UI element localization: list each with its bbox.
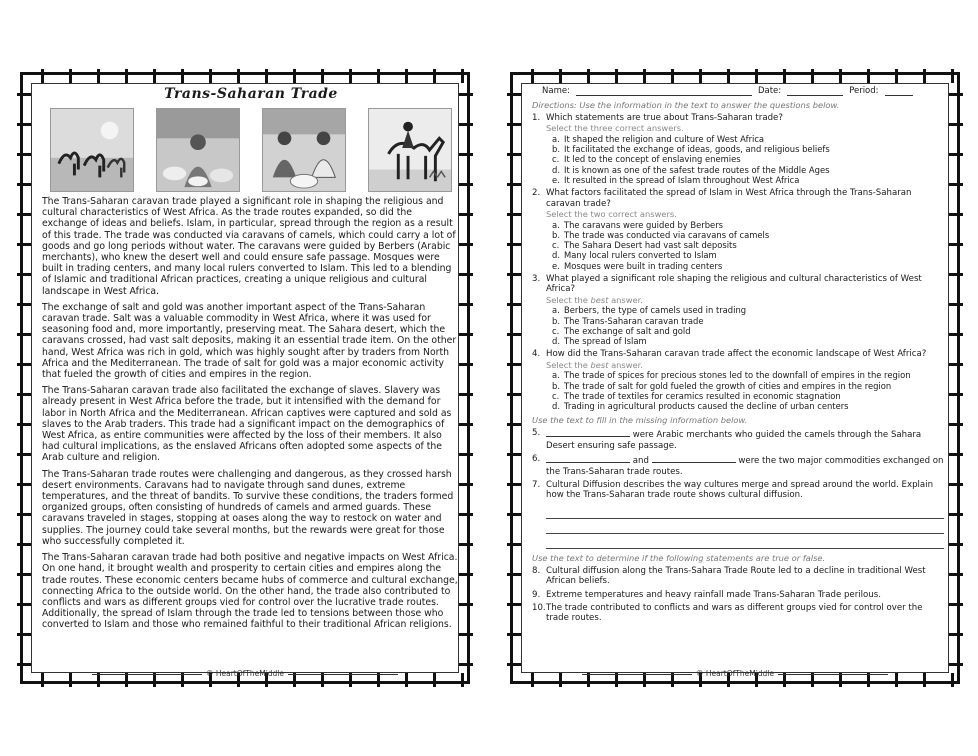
answer-option[interactable]: e. It resulted in the spread of Islam throughout West Africa [552,175,800,185]
border-ornament [459,333,473,336]
border-ornament [507,333,521,336]
question-text: Cultural diffusion along the Trans-Sahara Trade Route led to a decline in traditional West African beliefs. [546,565,926,587]
border-ornament [433,69,436,83]
border-ornament [459,663,473,666]
border-ornament [507,543,521,546]
border-ornament [459,213,473,216]
border-ornament [949,543,963,546]
border-ornament [459,123,473,126]
border-ornament [507,153,521,156]
border-ornament [949,213,963,216]
border-ornament [671,69,674,83]
border-ornament [405,69,408,83]
border-ornament [17,183,31,186]
border-ornament [507,603,521,606]
question-hint: Select the two correct answers. [546,209,677,220]
border-ornament [507,393,521,396]
border-ornament [17,363,31,366]
paragraph: The Trans-Saharan caravan trade had both positive and negative impacts on West Africa. On one hand, it brought wealth and prosperity to certain cities and empires along the trade routes. These economic centers became hubs of commerce and cultural exchange, connecting Africa to the outside world. On the other hand, the trade also contributed to conflicts and wars as different groups vied for control over the lucrative trade routes. Additionally, the spread of Islam through the trade led to tensions between those who converted to Islam and those who remained faithful to their traditional African religions. [42,552,458,631]
border-ornament [531,69,534,83]
reading-content [42,86,460,664]
conjunction-text: and [632,456,649,467]
border-ornament [949,633,963,636]
copyright-text: © HeartOfTheMiddle [205,669,285,678]
border-ornament [949,303,963,306]
directions-text: Directions: Use the information in the text to answer the questions below. [532,100,840,110]
border-ornament [459,363,473,366]
border-ornament [459,393,473,396]
question-text: What played a significant role shaping the religious and cultural characteristics of West Africa? [546,274,922,295]
question-number: 5. [532,428,541,439]
directions-text: Use the text to fill in the missing information below. [532,415,748,426]
border-ornament [459,513,473,516]
question-text: were Arabic merchants who guided the camels through the Sahara Desert ensuring safe passage. [546,430,922,451]
answer-option[interactable]: a. The caravans were guided by Berbers [552,219,723,230]
border-ornament [643,69,646,83]
border-ornament [507,663,521,666]
border-ornament [17,453,31,456]
answer-option[interactable]: d. Many local rulers converted to Islam [552,250,717,261]
answer-option[interactable]: b. The Trans-Saharan caravan trade [552,315,704,326]
paragraph: The Trans-Saharan trade routes were challenging and dangerous, as they crossed harsh desert environments. Caravans had to navigate through sand dunes, extreme temperatures, and the threat of bandits. To survive these conditions, the traders formed organized groups, often consisting of hundreds of camels and armed guards. These caravans traveled in stages, stopping at oases along the way to restock on water and supplies. The journey could take several months, but the rewards were great for those who successfully completed it. [42,468,454,547]
border-ornament [811,69,814,83]
page-title: Trans-Saharan Trade [164,86,338,102]
border-ornament [507,183,521,186]
answer-option[interactable]: b. The trade of salt for gold fueled the growth of cities and empires in the region [552,380,892,391]
question-number: 4. [532,349,541,360]
border-ornament [459,453,473,456]
border-ornament [461,69,464,83]
paragraph: The Trans-Saharan caravan trade also facilitated the exchange of slaves. Slavery was already present in West Africa before the trade, but it intensified with the demand for labor in North Africa and the Mediterranean. African captives were captured and sold as slaves to the Arab traders. This trade had a significant impact on the demographics of West Africa, as entire communities were affected by the loss of their members. It also had cultural implications, as the enslaved Africans often adopted some aspects of the Arab culture and religion. [42,385,452,464]
border-ornament [507,483,521,486]
border-ornament [949,603,963,606]
answer-option[interactable]: d. It is known as one of the safest trade routes of the Middle Ages [552,164,830,175]
answer-option[interactable]: a. The trade of spices for precious stones led to the downfall of empires in the region [552,370,911,381]
border-ornament [459,303,473,306]
border-ornament [839,69,842,83]
question-number: 6. [532,454,541,465]
date-field[interactable] [787,86,843,96]
question-3 [532,274,946,346]
border-ornament [507,573,521,576]
question-7 [532,480,946,501]
question-text: What factors facilitated the spread of Islam in West Africa through the Trans-Saharan caravan trade? [546,188,912,209]
answer-option[interactable]: b. It facilitated the exchange of ideas, goods, and religious beliefs [552,144,830,155]
border-ornament [17,123,31,126]
border-ornament [949,93,963,96]
border-ornament [17,303,31,306]
border-ornament [125,69,128,83]
border-ornament [265,69,268,83]
border-ornament [755,69,758,83]
answer-line[interactable] [546,534,944,549]
border-ornament [17,633,31,636]
answer-line[interactable] [546,519,944,534]
question-2 [532,188,946,271]
border-ornament [895,69,898,83]
border-ornament [507,93,521,96]
border-ornament [949,153,963,156]
border-ornament [559,69,562,83]
border-ornament [17,483,31,486]
fill-in-blank[interactable] [546,454,630,463]
border-ornament [949,333,963,336]
question-number: 3. [532,274,541,284]
border-ornament [507,213,521,216]
paragraph: The Trans-Saharan caravan trade played a significant role in shaping the religious and cultural characteristics of West Africa. As the trade routes expanded, so did the exchange of ideas and beliefs. Islam, in particular, spread through the region as a result of this trade. The trade was conducted via caravans of camels, which could carry a lot of goods and go long periods without water. The caravans were guided by Berbers (Arabic merchants), who knew the desert well and could ensure safe passage. Mosques were built in trading centers, and many local rulers converted to Islam. This led to a blending of Islamic and traditional African practices, creating a unique religious and cultural landscape in West Africa. [42,196,456,297]
question-number: 2. [532,188,541,199]
border-ornament [459,633,473,636]
border-ornament [459,543,473,546]
question-text: The trade contributed to conflicts and wars as different groups vied for control over the trade routes. [546,603,923,624]
question-1 [532,113,946,185]
market-scene-icon [156,108,240,192]
question-9 [532,590,946,600]
question-number: 10. [532,603,546,614]
fill-in-blank[interactable] [546,428,630,437]
question-4 [532,349,946,411]
border-ornament [949,573,963,576]
border-ornament [459,243,473,246]
copyright-footer [510,669,960,678]
border-ornament [507,303,521,306]
border-ornament [459,423,473,426]
border-ornament [783,69,786,83]
border-ornament [17,213,31,216]
border-ornament [949,483,963,486]
question-text: Cultural Diffusion describes the way cultures merge and spread around the world. Explain how the Trans-Saharan trade route shows cultural diffusion. [546,480,934,501]
student-info-header [532,86,946,96]
border-ornament [237,69,240,83]
fill-in-blank[interactable] [652,454,736,463]
border-ornament [949,123,963,126]
question-text: were the two major commodities exchanged on the Trans-Saharan trade routes. [546,456,944,477]
border-ornament [949,423,963,426]
border-ornament [41,69,44,83]
period-field[interactable] [885,86,913,96]
border-ornament [377,69,380,83]
border-ornament [17,423,31,426]
border-ornament [507,453,521,456]
border-ornament [507,423,521,426]
border-ornament [949,663,963,666]
border-ornament [949,393,963,396]
question-hint: Select the best answer. [546,294,643,305]
border-ornament [17,333,31,336]
border-ornament [951,69,954,83]
name-field[interactable] [576,86,752,96]
question-text: Which statements are true about Trans-Saharan trade? [546,113,783,123]
border-ornament [507,123,521,126]
border-ornament [69,69,72,83]
border-ornament [507,513,521,516]
question-text: Extreme temperatures and heavy rainfall made Trans-Saharan Trade perilous. [546,589,881,600]
answer-option[interactable]: c. The exchange of salt and gold [552,325,691,336]
border-ornament [949,513,963,516]
border-ornament [17,513,31,516]
question-hint: Select the best answer. [546,359,643,370]
border-ornament [459,93,473,96]
answer-line[interactable] [546,504,944,519]
border-ornament [507,363,521,366]
worksheet-content [532,86,946,664]
directions-text: Use the text to determine if the following statements are true or false. [532,552,826,563]
border-ornament [17,243,31,246]
worksheet-page [510,72,960,684]
border-ornament [459,153,473,156]
border-ornament [17,603,31,606]
answer-option[interactable]: c. The trade of textiles for ceramics resulted in economic stagnation [552,390,841,401]
answer-option[interactable]: c. The Sahara Desert had vast salt deposits [552,240,737,251]
border-ornament [181,69,184,83]
question-5 [532,428,946,451]
border-ornament [727,69,730,83]
copyright-footer [20,669,470,678]
question-6 [532,454,946,477]
border-ornament [349,69,352,83]
date-label: Date: [757,86,782,96]
question-number: 7. [532,480,541,491]
border-ornament [17,153,31,156]
question-number: 8. [532,565,541,576]
name-label: Name: [542,86,570,96]
caravan-silhouette-icon [50,108,134,192]
border-ornament [17,273,31,276]
question-hint: Select the three correct answers. [546,123,684,134]
border-ornament [459,183,473,186]
border-ornament [949,183,963,186]
answer-option[interactable]: a. Berbers, the type of camels used in trading [552,305,747,316]
question-8 [532,566,946,587]
border-ornament [459,603,473,606]
border-ornament [949,453,963,456]
border-ornament [17,573,31,576]
camel-rider-icon [368,108,452,192]
border-ornament [507,633,521,636]
border-ornament [293,69,296,83]
paragraph: The exchange of salt and gold was another important aspect of the Trans-Saharan caravan trade. Salt was a valuable commodity in West Africa, where it was used for seasoning food and, more importantly, preserving meat. The Sahara desert, which the caravans crossed, had vast salt deposits, making it an essential trade item. On the other hand, West Africa was rich in gold, which was highly sought after by traders from North Africa and the Mediterranean. The trade of salt for gold was a major economic activity that fueled the growth of cities and empires in the region. [42,301,457,381]
border-ornament [507,243,521,246]
border-ornament [209,69,212,83]
border-ornament [459,573,473,576]
border-ornament [153,69,156,83]
border-ornament [615,69,618,83]
border-ornament [17,663,31,666]
question-number: 9. [532,589,541,600]
answer-option[interactable]: d. Trading in agricultural products caused the decline of urban centers [552,401,849,412]
image-strip [42,108,460,192]
question-10 [532,603,946,624]
merchants-trading-icon [262,108,346,192]
border-ornament [507,273,521,276]
border-ornament [97,69,100,83]
border-ornament [17,393,31,396]
border-ornament [321,69,324,83]
period-label: Period: [849,86,879,96]
border-ornament [587,69,590,83]
border-ornament [949,243,963,246]
border-ornament [699,69,702,83]
border-ornament [923,69,926,83]
question-number: 1. [532,113,541,123]
question-text: How did the Trans-Saharan caravan trade affect the economic landscape of West Africa? [546,349,927,360]
border-ornament [949,273,963,276]
answer-option[interactable]: d. The spread of Islam [552,336,647,347]
border-ornament [459,483,473,486]
border-ornament [459,273,473,276]
answer-option[interactable]: b. The trade was conducted via caravans of camels [552,229,770,240]
answer-option[interactable]: c. It led to the concept of enslaving enemies [552,154,741,165]
border-ornament [867,69,870,83]
reading-page [20,72,470,684]
border-ornament [17,543,31,546]
copyright-text: © HeartOfTheMiddle [695,669,775,678]
answer-option[interactable]: a. It shaped the religion and culture of West Africa [552,133,765,144]
border-ornament [17,93,31,96]
border-ornament [949,363,963,366]
answer-option[interactable]: e. Mosques were built in trading centers [552,260,723,271]
